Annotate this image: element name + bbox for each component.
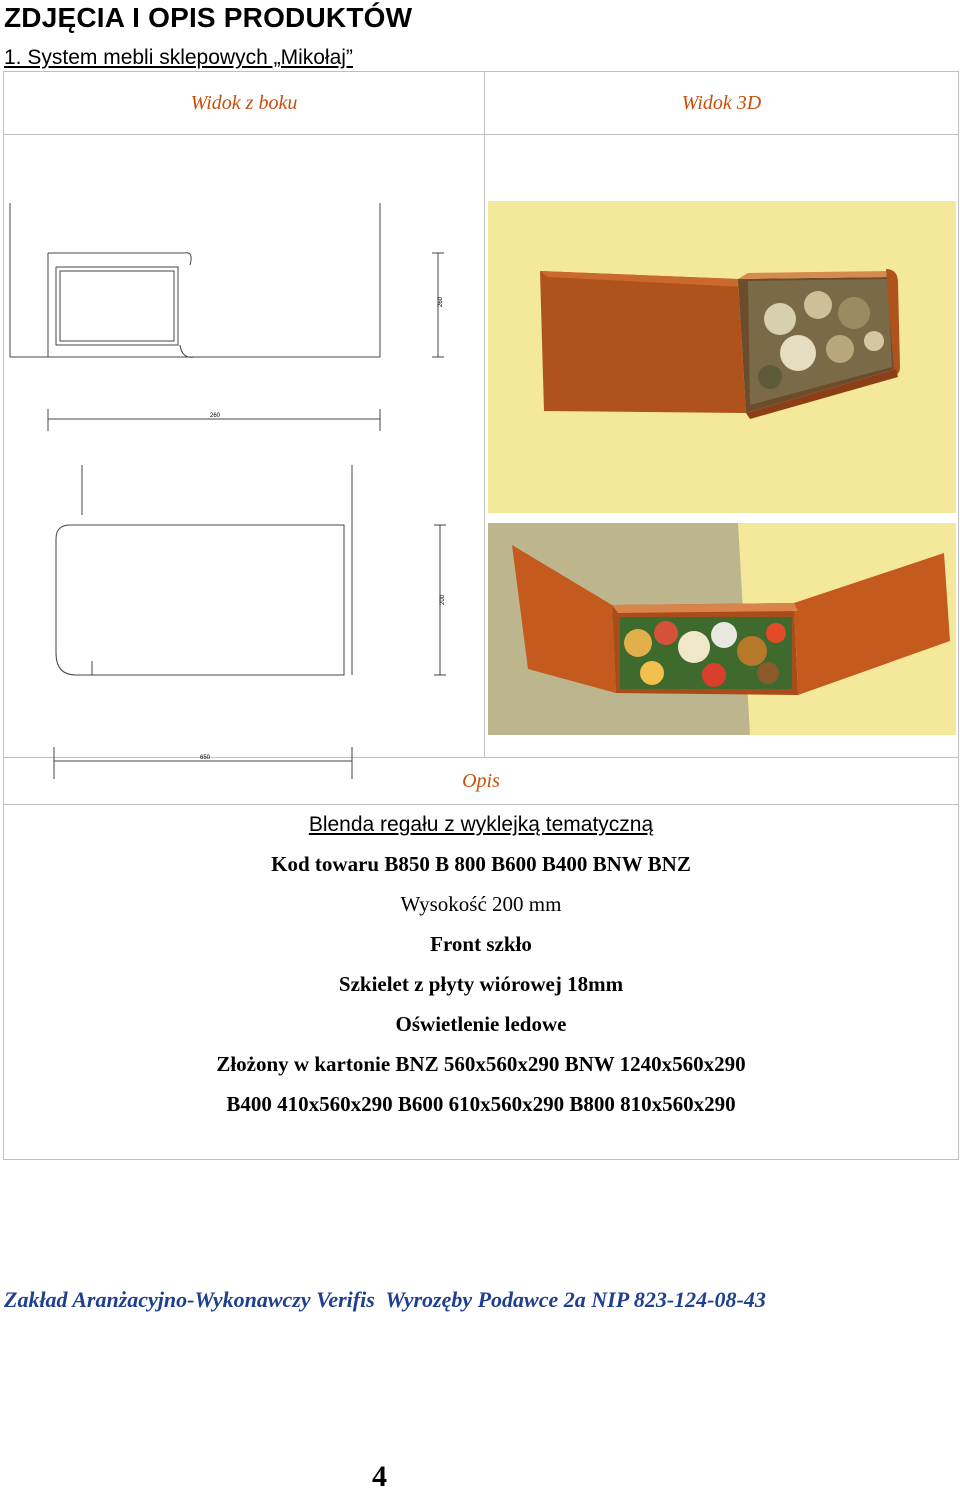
desc-line: Oświetlenie ledowe bbox=[395, 1012, 567, 1036]
desc-line: Złożony w kartonie BNZ 560x560x290 BNW 1240x560x290 bbox=[216, 1052, 746, 1076]
desc-line: Wysokość 200 mm bbox=[400, 892, 562, 916]
desc-line: Front szkło bbox=[430, 932, 532, 956]
dim-label: 260 bbox=[438, 296, 444, 307]
dim-label: 200 bbox=[440, 594, 446, 605]
dim-label: 260 bbox=[210, 413, 221, 419]
product-description bbox=[4, 805, 958, 1159]
page-title: ZDJĘCIA I OPIS PRODUKTÓW bbox=[4, 2, 413, 33]
side-view-header: Widok z boku bbox=[190, 91, 298, 114]
table-header-row bbox=[4, 72, 958, 135]
3d-view-header: Widok 3D bbox=[681, 91, 762, 114]
dim-label: 650 bbox=[200, 755, 211, 761]
product-name: Blenda regału z wyklejką tematyczną bbox=[308, 813, 654, 836]
desc-line: B400 410x560x290 B600 610x560x290 B800 810x560x290 bbox=[226, 1092, 736, 1116]
images-row bbox=[4, 135, 958, 761]
company-footer: Zakład Aranżacyjno-Wykonawczy Verifis Wyrozęby Podawce 2a NIP 823-124-08-43 bbox=[4, 1287, 766, 1312]
desc-line: Szkielet z płyty wiórowej 18mm bbox=[338, 972, 624, 996]
3d-view-image-top bbox=[488, 201, 956, 513]
product-table bbox=[3, 71, 959, 1160]
description-header-row: Opis bbox=[4, 758, 958, 805]
subtitle-text: 1. System mebli sklepowych „Mikołaj” bbox=[4, 46, 353, 69]
side-view-drawing bbox=[4, 135, 484, 761]
column-divider bbox=[484, 135, 485, 757]
3d-view-image-bottom bbox=[488, 523, 956, 735]
desc-line: Kod towaru B850 B 800 B600 B400 BNW BNZ bbox=[271, 852, 691, 876]
section-subtitle bbox=[4, 46, 353, 70]
page-number: 4 bbox=[372, 1460, 387, 1493]
